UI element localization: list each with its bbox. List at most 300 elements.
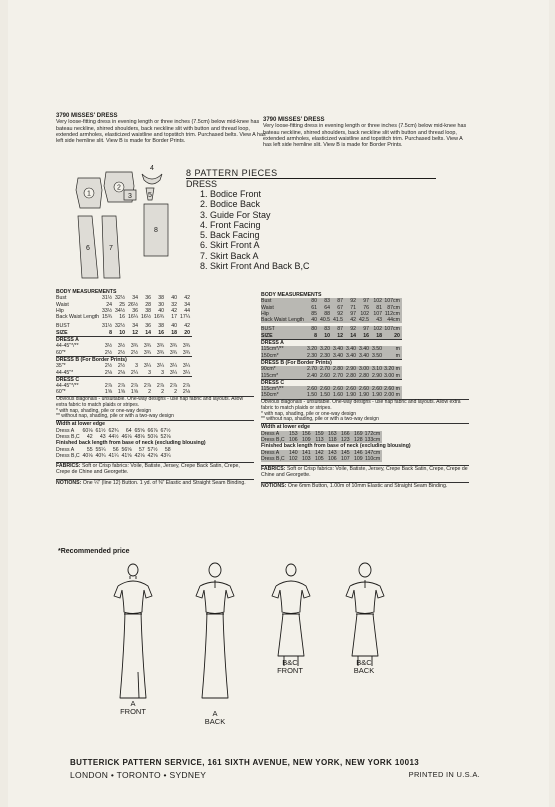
row-value: 2.70 [306, 366, 318, 373]
row-value: 60⅛ [82, 427, 93, 434]
row-value: 40¾ [95, 452, 106, 459]
row-value: 57½ [147, 446, 158, 453]
row-value: 109 [353, 455, 363, 462]
row-value: 31½ [101, 323, 113, 330]
row-label: Hip [56, 307, 64, 314]
row-value: 3 [148, 369, 152, 376]
row-value: 106 [327, 455, 337, 462]
row-value: 3 [135, 363, 139, 370]
pattern-piece-item: 4. Front Facing [200, 219, 261, 230]
row-value: 145 [340, 449, 350, 456]
row-label: Dress A [56, 427, 75, 434]
body-measurements-header: BODY MEASUREMENTS [56, 289, 117, 295]
row-value: 2⅞ [156, 383, 165, 390]
row-value: 40 [171, 295, 178, 302]
row-value: 44cm [387, 317, 400, 324]
fabrics-label: FABRICS: [56, 463, 81, 470]
row-value: 2⅞ [117, 383, 126, 390]
row-value: 3.40 [345, 346, 357, 353]
row-value: 28 [145, 301, 152, 308]
row-value: 61 [311, 304, 318, 311]
row-label: 44-45"*/** [56, 383, 79, 390]
row-value: 42⅛ [134, 452, 145, 459]
row-value: 118 [328, 436, 337, 443]
row-value: 36 [145, 295, 152, 302]
row-value: 2.30 [306, 352, 318, 359]
row-label: Back Waist Length [261, 317, 305, 324]
table-note: Obvious diagonals - unsuitable. One-way designs - use nap fabric and layouts. Allow extra fabric to match plaids or stripes. [261, 398, 461, 411]
row-value: 141 [301, 449, 311, 456]
row-value: 1.90 [358, 392, 370, 399]
row-value: 102 [373, 298, 383, 305]
row-value: 16 [158, 329, 165, 336]
row-value: 3.00 [358, 366, 370, 373]
row-value: 83 [324, 298, 331, 305]
section-title: DRESS B (For Border Prints) [261, 359, 402, 366]
row-value: 3½ [117, 343, 126, 350]
row-value: 97 [363, 298, 370, 305]
row-value: 147cm [364, 449, 381, 456]
row-value: 1⅝ [130, 389, 139, 396]
row-value: 3.10 [371, 366, 383, 373]
row-value: 32 [171, 301, 178, 308]
row-value: 87 [337, 298, 344, 305]
row-value: 112cm [384, 310, 400, 317]
row-value: 32½ [114, 295, 126, 302]
row-value: 2.80 [345, 372, 357, 379]
row-value: 16¾ [153, 314, 165, 321]
table-note: ** without nap, shading, pile or with a two-way design [261, 416, 379, 423]
row-value: 44½ [108, 433, 119, 440]
row-value: 105 [314, 455, 324, 462]
row-value: 133cm [364, 436, 381, 443]
row-value: 38 [158, 295, 165, 302]
row-value: 2½ [104, 349, 113, 356]
fabrics-note [261, 465, 469, 479]
description-left-body: Very loose-fitting dress in evening length or three inches (7.5cm) below mid-knee has bateau neckline, shirred shoulders, back neckline slit with button and thread loop, extended armholes, elasticized waistline and topstitch trim. Purchased belts. View A has left side hemline slit. View B is made for Border Prints. [56, 119, 266, 145]
row-value: 3¾ [156, 343, 165, 350]
piece-number-2: 2 [117, 184, 121, 192]
row-value: 3¾ [156, 349, 165, 356]
row-value: 1.90 [371, 392, 383, 399]
size-row [56, 330, 192, 337]
row-value: 146 [353, 449, 363, 456]
row-value: 42 [86, 433, 93, 440]
row-value: 3¾ [169, 349, 178, 356]
figure-label-line: BACK [204, 717, 226, 726]
width-header: Width at lower edge [56, 420, 254, 427]
notions-label: NOTIONS: [56, 479, 82, 486]
row-value: 97 [363, 326, 370, 333]
row-label: 150cm* [261, 392, 279, 399]
figure-bc-back [346, 563, 384, 666]
row-value: 2⅞ [104, 383, 113, 390]
row-value: 2½ [104, 363, 113, 370]
row-value: 18 [171, 329, 178, 336]
row-value: 62¾ [108, 427, 119, 434]
row-value: 1.90 [345, 392, 357, 399]
piece-number-1: 1 [87, 190, 91, 198]
row-value: 2.60 [306, 386, 318, 393]
row-value: 3.50 [371, 346, 383, 353]
row-value: 3¾ [182, 349, 191, 356]
table-note: * with nap, shading, pile or one-way design [56, 407, 152, 414]
row-value: 12 [337, 332, 344, 339]
row-value: 3¼ [143, 363, 152, 370]
table-note: ** without nap, shading, pile or with a two-way design [56, 413, 174, 420]
row-value: 24 [106, 301, 113, 308]
figure-label-a-front [120, 700, 146, 716]
piece-number-8: 8 [154, 227, 158, 234]
pattern-piece-item: 3. Guide For Stay [200, 209, 271, 220]
row-value: 107cm [384, 298, 400, 305]
row-value: 85 [311, 310, 318, 317]
row-value: 103 [301, 455, 311, 462]
section-title: DRESS A [56, 337, 192, 344]
row-value: 140 [288, 449, 298, 456]
row-value: 16 [363, 332, 370, 339]
row-value: 34 [132, 295, 139, 302]
figure-label-line: BACK [353, 666, 375, 675]
pattern-pieces-subtitle: DRESS [186, 179, 218, 189]
row-value: 92 [337, 310, 344, 317]
row-value: 42⅝ [147, 452, 158, 459]
row-value: 3¼ [169, 369, 178, 376]
length-header: Finished back length from base of neck (excluding blousing) [56, 440, 206, 447]
row-value: 41¼ [108, 452, 119, 459]
row-value: 107 [373, 310, 383, 317]
row-value: 33½ [101, 307, 113, 314]
row-value: 109 [301, 436, 311, 443]
pattern-pieces-diagram [56, 160, 181, 285]
pattern-piece-item: 2. Bodice Back [200, 199, 261, 210]
row-value: 1.60 [332, 392, 344, 399]
row-value: 88 [324, 310, 331, 317]
row-label: 90cm* [261, 366, 276, 373]
row-value: 34½ [114, 307, 126, 314]
row-value: 2½ [117, 349, 126, 356]
row-value: 2⅛ [117, 369, 126, 376]
description-left-title: 3790 MISSES' DRESS [56, 113, 118, 119]
row-value: 2.30 [319, 352, 331, 359]
row-value: 107 [340, 455, 350, 462]
row-value: 17 [171, 314, 178, 321]
figure-label-a-back [202, 710, 228, 726]
row-value: 38 [158, 323, 165, 330]
dress-illustrations [108, 562, 408, 712]
pattern-piece-item: 6. Skirt Front A [200, 240, 260, 251]
row-value: 156 [301, 430, 311, 437]
row-value: 41⅝ [121, 452, 132, 459]
row-label: Dress A [56, 446, 75, 453]
row-value: 40 [158, 307, 165, 314]
row-value: 3¼ [169, 363, 178, 370]
row-value: 3¾ [130, 343, 139, 350]
row-value: 3.20 [306, 346, 318, 353]
row-value: 2.60 [332, 386, 344, 393]
row-value: 18 [376, 332, 383, 339]
row-label: BUST [261, 326, 275, 333]
row-value: 2.60 m [384, 386, 400, 393]
yardage-row [56, 370, 192, 377]
pattern-piece-item: 8. Skirt Front And Back B,C [200, 261, 310, 272]
row-value: 12 [132, 329, 139, 336]
notions-note [56, 479, 254, 486]
row-value: 50⅛ [147, 433, 158, 440]
row-value: 57 [138, 446, 145, 453]
figure-label-line: A [130, 699, 136, 708]
row-value: 3.40 [358, 346, 370, 353]
row-value: 40.5 [319, 317, 331, 324]
row-value: 16¼ [127, 314, 139, 321]
row-value: 8 [314, 332, 318, 339]
row-value: 40⅛ [82, 452, 93, 459]
pattern-pieces-list [186, 168, 486, 271]
notions-text: One 6mm Button, 1.00m of 10mm Elastic and Straight Seam Binding. [287, 482, 448, 489]
row-value: 43 [99, 433, 106, 440]
row-value: 166 [340, 430, 350, 437]
pattern-envelope-back [8, 0, 549, 807]
row-value: 2¼ [130, 369, 139, 376]
row-label: 115cm* [261, 372, 279, 379]
publisher-cities: LONDON • TORONTO • SYDNEY [70, 770, 207, 780]
row-value: 34 [184, 301, 191, 308]
publisher-address: BUTTERICK PATTERN SERVICE, 161 SIXTH AVENUE, NEW YORK, NEW YORK 10013 [70, 758, 420, 767]
row-value: 66⅞ [147, 427, 158, 434]
row-value: 113 [315, 436, 324, 443]
row-label: Dress B,C [261, 436, 285, 443]
row-value: 40 [171, 323, 178, 330]
row-value: 40 [311, 317, 318, 324]
row-value: 3.40 [345, 352, 357, 359]
notions-text: One ¼" (line 12) Button. 1 yd. of ⅜" Elastic and Straight Seam Binding. [82, 479, 246, 486]
notions-note [261, 482, 469, 489]
row-value: 58 [164, 446, 171, 453]
row-label: SIZE [261, 332, 273, 339]
width-header: Width at lower edge [261, 423, 469, 430]
row-value: 2⅞ [169, 383, 178, 390]
section-title: DRESS A [261, 340, 402, 347]
piece-number-7: 7 [109, 245, 113, 252]
row-label: Bust [261, 298, 272, 305]
row-label: 150cm* [261, 352, 279, 359]
row-value: 42.5 [358, 317, 370, 324]
row-value: 67 [337, 304, 344, 311]
pattern-pieces-title: 8 PATTERN PIECES [186, 168, 436, 179]
row-value: 46⅛ [121, 433, 132, 440]
row-label: Bust [56, 295, 67, 302]
row-value: 42 [184, 295, 191, 302]
row-value: 26½ [127, 301, 139, 308]
printed-in-note: PRINTED IN U.S.A. [408, 770, 480, 779]
row-value: 2⅞ [143, 383, 152, 390]
row-value: 20 [184, 329, 191, 336]
row-label: Waist [56, 301, 69, 308]
row-value: 80 [311, 326, 318, 333]
row-value: 2 [174, 389, 178, 396]
row-value: 106 [288, 436, 298, 443]
row-value: 43¼ [160, 452, 171, 459]
row-value: 102 [288, 455, 298, 462]
figure-label-line: B&C [282, 658, 298, 667]
row-label: 115cm*/** [261, 386, 284, 393]
row-label: Dress A [261, 430, 280, 437]
row-label: 60"* [56, 389, 66, 396]
fabrics-text: Soft or Crisp fabrics: Voile, Batiste, Jersey, Crepe Back Satin, Crepe, Crepe de Chine and Georgette. [261, 466, 468, 479]
row-value: 2½ [117, 363, 126, 370]
row-value: 3½ [104, 343, 113, 350]
row-value: 3¼ [182, 363, 191, 370]
row-value: 2.90 [371, 372, 383, 379]
fabrics-label: FABRICS: [261, 466, 286, 473]
row-value: m [395, 346, 400, 353]
row-value: 65⅝ [134, 427, 145, 434]
row-value: 87cm [387, 304, 400, 311]
row-value: 36 [145, 323, 152, 330]
row-value: 16 [119, 314, 126, 321]
row-label: 44-45"* [56, 369, 74, 376]
length-row [56, 453, 173, 459]
pattern-piece-item: 5. Back Facing [200, 230, 260, 241]
row-value: 52⅛ [160, 433, 171, 440]
row-value: 83 [324, 326, 331, 333]
row-value: 3¾ [182, 343, 191, 350]
section-title: DRESS B (For Border Prints) [56, 356, 192, 363]
yardage-row [261, 373, 402, 380]
row-value: 2⅛ [104, 369, 113, 376]
recommended-price-note: *Recommended price [58, 548, 130, 555]
table-note: Obvious diagonals - unsuitable. One-way designs - use nap fabric and layouts. Allow extra fabric to match plaids or stripes. [56, 395, 244, 408]
row-value: 159 [314, 430, 324, 437]
section-title-row [261, 359, 402, 366]
row-value: 2.70 [319, 366, 331, 373]
figure-label-bc-back [344, 659, 384, 675]
row-value: 44 [184, 307, 191, 314]
measurements-table-imperial [56, 289, 254, 486]
row-value: 2.80 [332, 366, 344, 373]
row-value: 2.60 [358, 386, 370, 393]
row-value: 76 [363, 304, 370, 311]
row-value: 3¼ [182, 369, 191, 376]
row-value: 48⅛ [134, 433, 145, 440]
row-value: 110cm [365, 455, 381, 462]
row-value: 67½ [160, 427, 171, 434]
row-value: 102 [373, 326, 383, 333]
row-value: 1⅝ [117, 389, 126, 396]
row-value: 2 [161, 389, 165, 396]
row-value: 10 [324, 332, 331, 339]
row-value: 41.5 [332, 317, 344, 324]
description-left [56, 113, 266, 144]
description-right-body: Very loose-fitting dress in evening length or three inches (7.5cm) below mid-knee has bateau neckline, shirred shoulders, back neckline slit with button and thread loop, extended armholes, elasticized waistline and topstitch trim. Purchased belts. View A has left side hemline slit. View B is made for Border Prints. [263, 123, 467, 149]
row-value: 71 [350, 304, 357, 311]
row-value: 3.50 [371, 352, 383, 359]
row-value: 81 [376, 304, 383, 311]
section-title-row [56, 376, 192, 383]
row-value: 107cm [384, 326, 400, 333]
row-value: 3¾ [143, 343, 152, 350]
row-value: 61½ [95, 427, 106, 434]
row-value: 1.50 [319, 392, 331, 399]
measurements-table-metric [261, 292, 469, 489]
row-value: 3.20 [319, 346, 331, 353]
row-value: 34 [132, 323, 139, 330]
row-value: 32½ [114, 323, 126, 330]
row-value: 3.40 [358, 352, 370, 359]
figure-a-front [114, 564, 152, 698]
row-value: 2⅞ [130, 383, 139, 390]
row-value: 3¾ [169, 343, 178, 350]
row-label: 60"* [56, 349, 66, 356]
figure-a-back [196, 563, 234, 698]
row-value: 42 [184, 323, 191, 330]
row-value: 1.50 [306, 392, 318, 399]
row-label: 115cm*/** [261, 346, 284, 353]
row-value: 38 [145, 307, 152, 314]
row-value: 92 [350, 298, 357, 305]
row-value: 2.60 [371, 386, 383, 393]
size-row [261, 333, 402, 340]
row-value: 15¾ [101, 314, 113, 321]
row-value: 31½ [101, 295, 113, 302]
length-row [56, 447, 173, 453]
row-label: Dress B,C [56, 433, 80, 440]
piece-number-6: 6 [86, 245, 90, 252]
row-value: 97 [350, 310, 357, 317]
row-value: 2 [148, 389, 152, 396]
row-value: 2⅞ [182, 383, 191, 390]
piece-number-5: 5 [148, 192, 152, 199]
row-value: 25 [119, 301, 126, 308]
row-value: 14 [350, 332, 357, 339]
row-value: 2.80 [358, 372, 370, 379]
notions-label: NOTIONS: [261, 482, 287, 489]
row-value: 3¼ [156, 363, 165, 370]
section-title: DRESS C [261, 379, 402, 386]
row-value: 2.60 [319, 386, 331, 393]
row-value: 55 [86, 446, 93, 453]
row-value: 80 [311, 298, 318, 305]
row-value: 142 [314, 449, 324, 456]
description-right [263, 117, 468, 148]
row-value: 64 [125, 427, 132, 434]
row-value: 2.60 [319, 372, 331, 379]
row-value: 17¼ [179, 314, 191, 321]
figure-label-line: FRONT [277, 666, 303, 675]
piece-number-3: 3 [128, 193, 132, 200]
row-value: 8 [109, 329, 113, 336]
row-label: BUST [56, 323, 70, 330]
row-value: 3.20 m [384, 366, 400, 373]
figure-label-line: FRONT [120, 707, 146, 716]
row-value: 1⅝ [104, 389, 113, 396]
body-measurements-header: BODY MEASUREMENTS [261, 292, 322, 298]
row-label: Back Waist Length [56, 314, 100, 321]
section-title: DRESS C [56, 376, 192, 383]
row-label: Dress A [261, 449, 280, 456]
piece-number-4: 4 [150, 165, 154, 172]
row-value: 43 [376, 317, 383, 324]
figure-label-bc-front [270, 659, 310, 675]
yardage-row [56, 350, 192, 357]
section-title-row [261, 340, 402, 347]
row-value: 2.60 [345, 386, 357, 393]
row-value: 20 [394, 332, 400, 339]
pattern-piece-item: 1. Bodice Front [200, 189, 262, 199]
row-value: 3.00 m [384, 372, 400, 379]
row-value: 2.40 [306, 372, 318, 379]
row-value: 87 [337, 326, 344, 333]
